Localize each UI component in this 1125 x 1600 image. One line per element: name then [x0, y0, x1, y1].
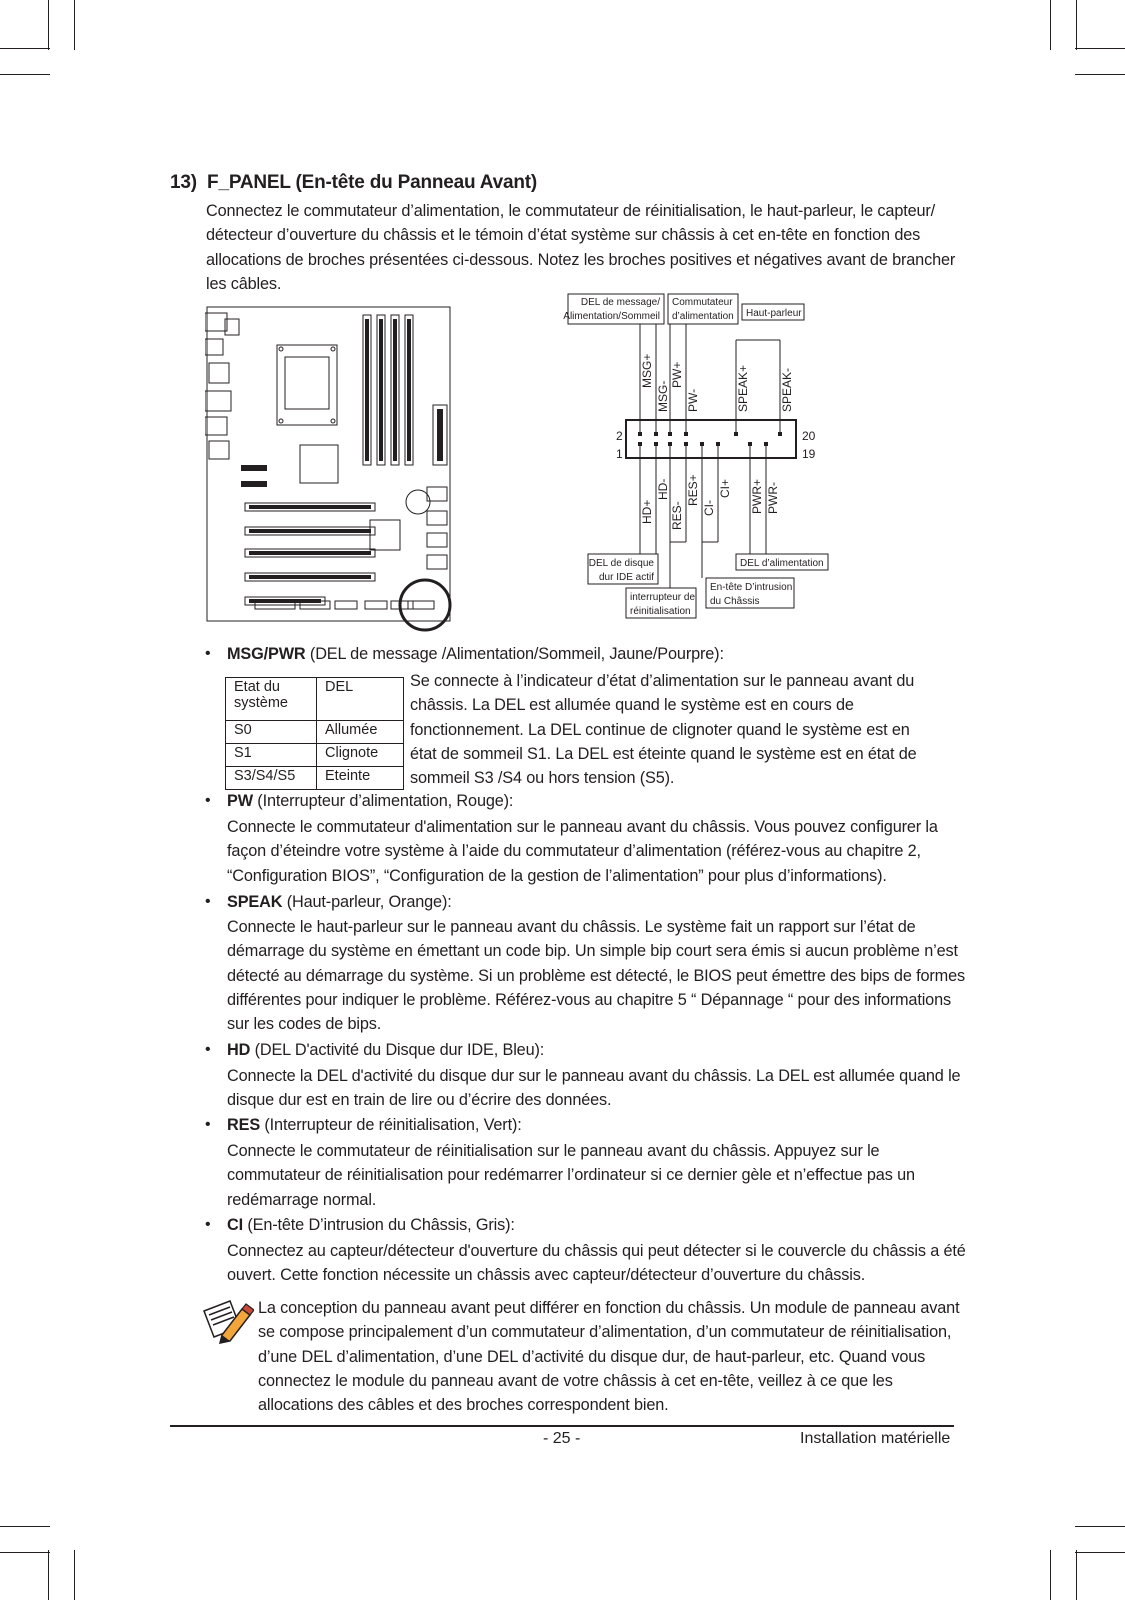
bullet-hd-text: Connecte la DEL d'activité du disque dur sur le panneau avant du châssis. La DEL est allumée quand le disque dur est en train de lire ou d’écrire des données.: [227, 1067, 961, 1110]
pin-label-hd-minus: HD-: [656, 478, 670, 500]
pin-label-hd-plus: HD+: [640, 499, 654, 524]
bullet-ci-text: Connectez au capteur/détecteur d'ouverture du châssis qui peut détecter si le couvercle du châssis a été ouvert. Cette fonction nécessite un châssis avec capteur/détecteur d’ouverture du châssis.: [227, 1242, 966, 1285]
crop-mark: [1050, 0, 1051, 50]
intro-paragraph: Connectez le commutateur d’alimentation, le commutateur de réinitialisation, le haut-parleur, le capteur/ détecteur d’ouverture du châssis et le témoin d’état système sur châssis à cet en-tête en fonction des allocations de broches présentées ci-dessous. Notez les broches positives et négatives avant de brancher les câbles.: [206, 202, 956, 293]
pin-label-pw-plus: PW+: [670, 361, 684, 388]
crop-mark: [1075, 1552, 1125, 1553]
box-res-line1: interrupteur de: [630, 592, 696, 603]
bullet-pw-desc: (Interrupteur d’alimentation, Rouge):: [252, 792, 514, 810]
bullet-hd-key: HD: [227, 1041, 251, 1059]
table-cell: Clignote: [317, 744, 404, 767]
pin-label-res-minus: RES-: [670, 501, 684, 530]
table-header-row: [226, 678, 404, 721]
bullet-res-desc: (Interrupteur de réinitialisation, Vert):: [260, 1116, 522, 1134]
bullet-speak-text: Connecte le haut-parleur sur le panneau avant du châssis. Le système fait un rapport sur l’état de démarrage du système en émettant un code bip. Un simple bip court sera émis si aucun problème n’est détecté au démarrage du système. Si un problème est détecté, le BIOS peut émettre des bips de formes différentes pour indiquer le problème. Référez-vous au chapitre 5 “ Dépannage “ pour des informations sur les codes de bips.: [227, 918, 965, 1034]
bullet-ci-desc: (En-tête D’intrusion du Châssis, Gris):: [242, 1216, 515, 1234]
crop-mark: [48, 1550, 49, 1600]
box-speak: Haut-parleur: [746, 308, 802, 319]
box-hd-line1: DEL de disque: [588, 558, 654, 569]
footer-section-title: Installation matérielle: [800, 1430, 951, 1447]
box-msg-line2: Alimentation/Sommeil: [563, 311, 660, 322]
table-cell: Eteinte: [317, 767, 404, 790]
box-ci-line2: du Châssis: [710, 596, 760, 607]
box-res-line2: réinitialisation: [630, 606, 691, 617]
system-state-table: [225, 677, 404, 790]
pin-label-res-plus: RES+: [686, 474, 700, 506]
crop-mark: [0, 1526, 50, 1527]
pin-label-pw-minus: PW-: [686, 388, 700, 412]
bullet-res-key: RES: [227, 1116, 261, 1134]
motherboard-illustration: [205, 305, 465, 640]
header-pins: [638, 432, 782, 446]
table-header-cell: DEL: [317, 678, 404, 721]
crop-mark: [74, 1550, 75, 1600]
bullet-dot: •: [205, 792, 211, 809]
table-row: [226, 721, 404, 744]
pin-number-19: 19: [802, 447, 816, 461]
pin-label-msg-minus: MSG-: [656, 380, 670, 412]
pin-number-20: 20: [802, 429, 816, 443]
crop-mark: [1075, 1526, 1125, 1527]
table-cell: S1: [226, 744, 317, 767]
crop-mark: [1076, 1550, 1077, 1600]
note-text: La conception du panneau avant peut différer en fonction du châssis. Un module de panneau avant se compose principalement d’un commutateur d’alimentation, d’un commutateur de réinitialisation, d’une DEL d’alimentation, d’une DEL d’activité du disque dur, de haut-parleur, etc. Quand vous connectez le module du panneau avant de votre châssis à cet en-tête, veillez à ce que les allocations des câbles et des broches correspondent bien.: [258, 1299, 960, 1415]
bullet-pw-text: Connecte le commutateur d'alimentation sur le panneau avant du châssis. Vous pouvez configurer la façon d’éteindre votre système à l’aide du commutateur d’alimentation (référez-vous au chapitre 2, “Configuration BIOS”, “Configuration de la gestion de l’alimentation” pour plus d’informations).: [227, 818, 938, 885]
bullet-msg-pwr-text: Se connecte à l’indicateur d’état d’alimentation sur le panneau avant du châssis. La DEL est allumée quand le système est en cours de fonctionnement. La DEL continue de clignoter quand le système est en état de sommeil S1. La DEL est éteinte quand le système est en état de sommeil S3 /S4 ou hors tension (S5).: [410, 672, 917, 788]
crop-mark: [0, 1552, 50, 1553]
note-pencil-icon: [200, 1297, 254, 1345]
bullet-res-heading: [227, 1116, 522, 1135]
pin-label-pwr-minus: PWR-: [766, 482, 780, 514]
box-pw-line1: Commutateur: [672, 297, 733, 308]
crop-mark: [0, 74, 50, 75]
table-header-cell: Etat du système: [226, 678, 317, 721]
section-title: [170, 172, 537, 194]
table-row: [226, 744, 404, 767]
bullet-pw-key: PW: [227, 792, 253, 810]
pin-label-msg-plus: MSG+: [640, 353, 654, 388]
box-pw-line2: d’alimentation: [672, 311, 734, 322]
bullet-pw-heading: [227, 792, 513, 811]
pin-label-ci-plus: CI+: [718, 478, 732, 498]
f-panel-pinout-diagram: [560, 292, 860, 632]
header-body: [626, 420, 796, 458]
crop-mark: [1050, 1550, 1051, 1600]
page-number: - 25 -: [543, 1430, 581, 1447]
bullet-dot: •: [205, 893, 211, 910]
table-cell: S0: [226, 721, 317, 744]
pin-number-2: 2: [616, 429, 623, 443]
box-msg-line1: DEL de message/: [580, 297, 660, 308]
box-ci-line1: En-tête D’intrusion: [710, 582, 793, 593]
box-hd-line2: dur IDE actif: [598, 572, 654, 583]
footer-rule: [170, 1425, 954, 1427]
crop-mark: [48, 0, 49, 50]
bullet-speak-desc: (Haut-parleur, Orange):: [282, 893, 452, 911]
pin-label-speak-plus: SPEAK+: [736, 364, 750, 412]
crop-mark: [1075, 74, 1125, 75]
bullet-ci-key: CI: [227, 1216, 243, 1234]
bullet-ci-heading: [227, 1216, 515, 1235]
bullet-hd-heading: [227, 1041, 544, 1060]
bullet-speak-key: SPEAK: [227, 893, 283, 911]
section-title-text: F_PANEL (En-tête du Panneau Avant): [207, 172, 538, 193]
bullet-dot: •: [205, 1116, 211, 1133]
bullet-msg-pwr-heading: [227, 645, 724, 664]
bullet-res-text: Connecte le commutateur de réinitialisation sur le panneau avant du châssis. Appuyez sur le commutateur de réinitialisation pour redémarrer l’ordinateur si ce dernier gèle et n’effectue pas un redémarrage normal.: [227, 1142, 915, 1209]
pin-label-speak-minus: SPEAK-: [780, 367, 794, 412]
bullet-dot: •: [205, 645, 211, 662]
bullet-msg-pwr-desc: (DEL de message /Alimentation/Sommeil, Jaune/Pourpre):: [305, 645, 724, 663]
bullet-speak-heading: [227, 893, 452, 912]
pin-label-ci-minus: CI-: [702, 500, 716, 516]
table-row: [226, 767, 404, 790]
box-pwr: DEL d’alimentation: [740, 558, 824, 569]
crop-mark: [0, 48, 50, 49]
section-number: 13): [170, 172, 197, 193]
bullet-hd-desc: (DEL D'activité du Disque dur IDE, Bleu):: [250, 1041, 545, 1059]
pin-number-1: 1: [616, 447, 623, 461]
pin-label-pwr-plus: PWR+: [750, 478, 764, 514]
table-cell: Allumée: [317, 721, 404, 744]
bullet-msg-pwr-key: MSG/PWR: [227, 645, 306, 663]
bullet-dot: •: [205, 1216, 211, 1233]
crop-mark: [74, 0, 75, 50]
crop-mark: [1075, 48, 1125, 49]
table-cell: S3/S4/S5: [226, 767, 317, 790]
crop-mark: [1076, 0, 1077, 50]
bullet-dot: •: [205, 1041, 211, 1058]
